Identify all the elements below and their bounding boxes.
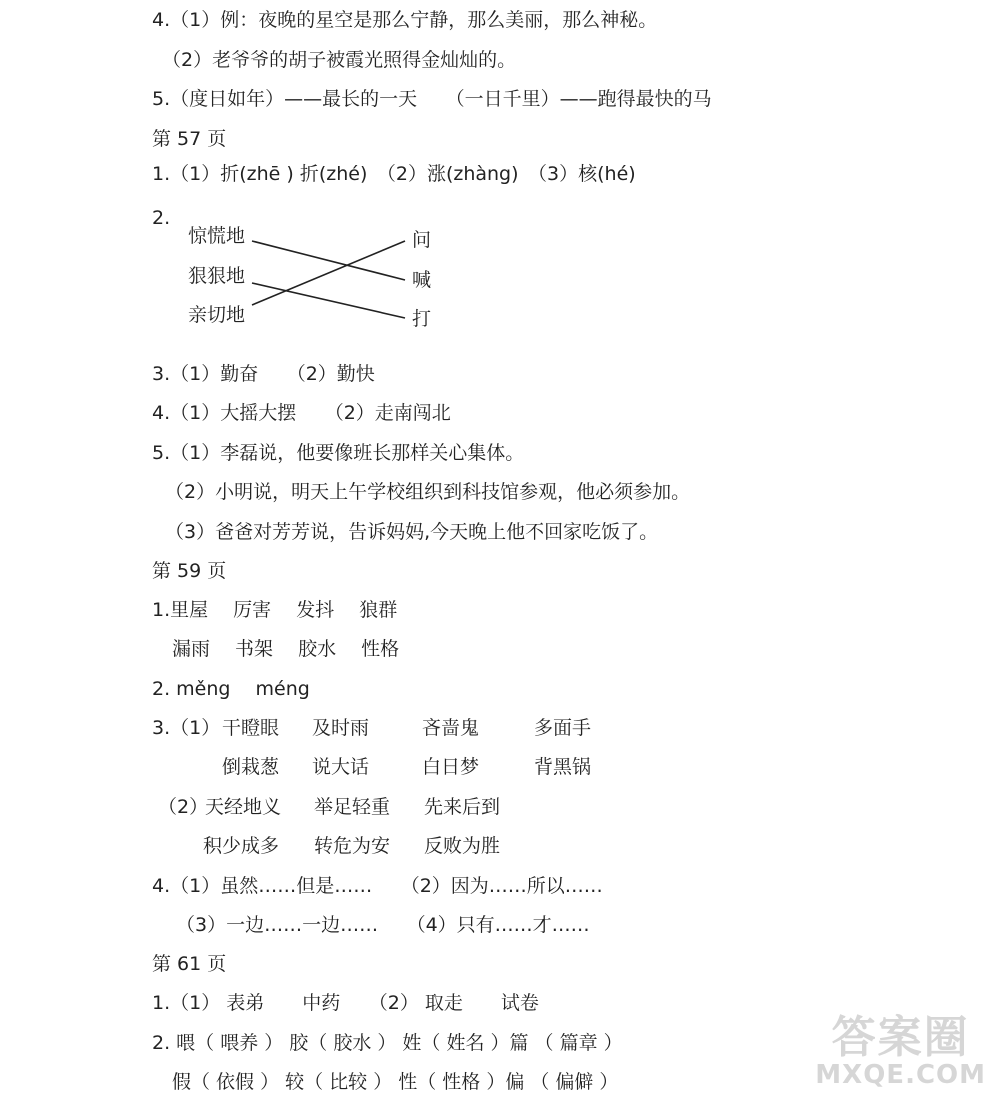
match-left-item: 亲切地 bbox=[188, 304, 246, 326]
idiom: 白日梦 bbox=[422, 756, 480, 778]
match-line bbox=[252, 241, 405, 280]
answer-line: 4.（1）虽然……但是…… （2）因为……所以…… bbox=[152, 875, 603, 897]
page-heading: 第 59 页 bbox=[152, 560, 227, 582]
answer-line: （3）一边……一边…… （4）只有……才…… bbox=[176, 914, 590, 936]
idiom: 天经地义 bbox=[205, 796, 282, 818]
match-right-item: 喊 bbox=[412, 269, 432, 291]
answer-line: 4.（1）例：夜晚的星空是那么宁静，那么美丽，那么神秘。 bbox=[152, 9, 658, 31]
answer-line: （2）老爷爷的胡子被霞光照得金灿灿的。 bbox=[162, 49, 517, 71]
answer-line: 2. měng méng bbox=[152, 678, 310, 700]
answer-line: 1.里屋 厉害 发抖 狼群 bbox=[152, 599, 398, 621]
match-right-item: 问 bbox=[412, 229, 432, 251]
idiom: 积少成多 bbox=[203, 835, 280, 857]
idiom: 举足轻重 bbox=[314, 796, 391, 818]
answer-line: 5.（1）李磊说，他要像班长那样关心集体。 bbox=[152, 442, 525, 464]
idiom: 反败为胜 bbox=[424, 835, 501, 857]
match-line bbox=[252, 283, 405, 318]
answer-line: （2）小明说，明天上午学校组织到科技馆参观，他必须参加。 bbox=[165, 481, 691, 503]
idiom: 干瞪眼 bbox=[222, 717, 280, 739]
match-right-item: 打 bbox=[412, 308, 432, 330]
watermark-url: MXQE.COM bbox=[815, 1060, 986, 1090]
match-line bbox=[252, 241, 405, 305]
answer-line: 1.（1）折(zhē ) 折(zhé) （2）涨(zhàng) （3）核(hé) bbox=[152, 163, 636, 185]
idiom: 及时雨 bbox=[312, 717, 370, 739]
idiom: 倒栽葱 bbox=[222, 756, 280, 778]
answer-line: 2. bbox=[152, 207, 171, 229]
idiom: 背黑锅 bbox=[534, 756, 592, 778]
match-left-item: 狠狠地 bbox=[188, 265, 246, 287]
page-heading: 第 57 页 bbox=[152, 128, 227, 150]
idiom: 吝啬鬼 bbox=[422, 717, 480, 739]
answer-line: 5.（度日如年）——最长的一天 （一日千里）——跑得最快的马 bbox=[152, 88, 712, 110]
match-left-item: 惊慌地 bbox=[188, 225, 246, 247]
page-heading: 第 61 页 bbox=[152, 953, 227, 975]
answer-line: 1.（1） 表弟 中药 （2） 取走 试卷 bbox=[152, 992, 539, 1014]
answer-line: 漏雨 书架 胶水 性格 bbox=[172, 638, 400, 660]
watermark bbox=[815, 1012, 986, 1090]
answer-line: 假（ 依假 ） 较（ 比较 ） 性（ 性格 ）偏 （ 偏僻 ） bbox=[172, 1071, 619, 1093]
idiom: 多面手 bbox=[534, 717, 592, 739]
idiom: 说大话 bbox=[312, 756, 370, 778]
question-label: 3.（1） bbox=[152, 717, 221, 739]
answer-line: 3.（1）勤奋 （2）勤快 bbox=[152, 363, 375, 385]
watermark-logo: 答案圈 bbox=[831, 1012, 970, 1063]
question-label: （2） bbox=[158, 796, 209, 818]
idiom: 先来后到 bbox=[424, 796, 501, 818]
idiom: 转危为安 bbox=[314, 835, 391, 857]
answer-line: 2. 喂（ 喂养 ） 胶（ 胶水 ） 姓（ 姓名 ）篇 （ 篇章 ） bbox=[152, 1032, 623, 1054]
answer-line: （3）爸爸对芳芳说，告诉妈妈,今天晚上他不回家吃饭了。 bbox=[165, 521, 659, 543]
answer-line: 4.（1）大摇大摆 （2）走南闯北 bbox=[152, 402, 451, 424]
